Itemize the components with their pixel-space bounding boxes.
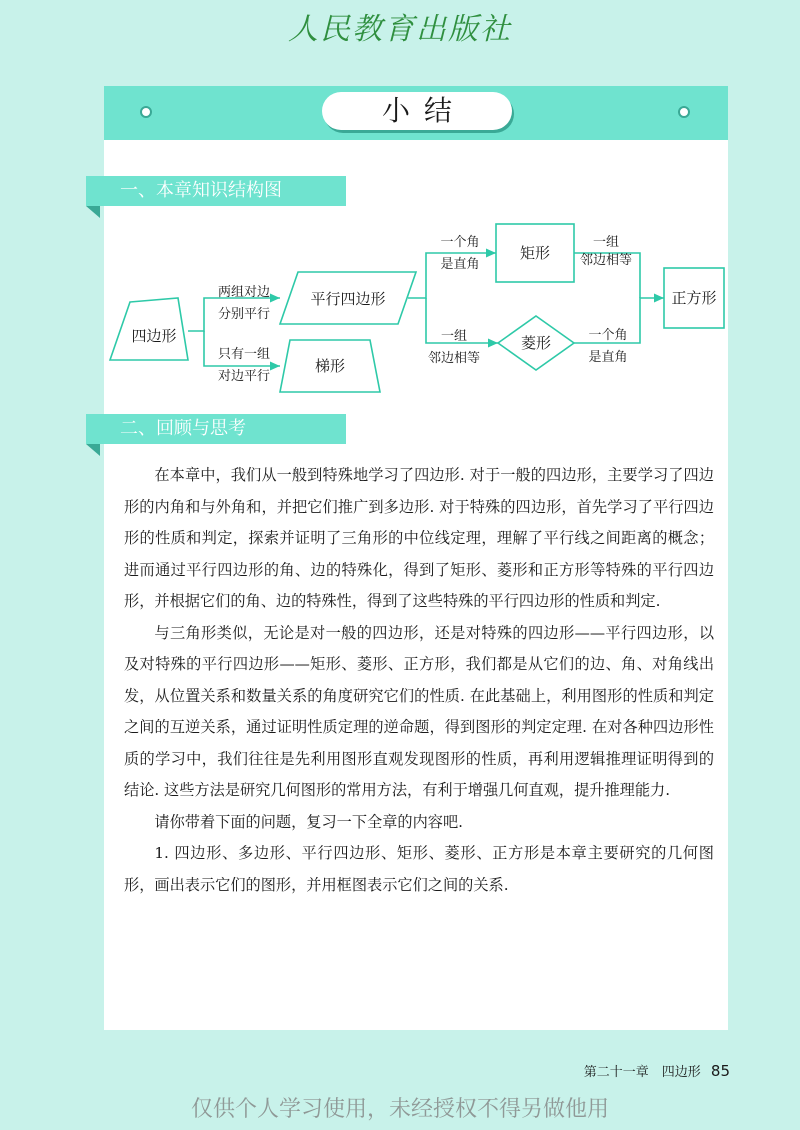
knowledge-structure-diagram: [104, 220, 728, 410]
edge-label-rect-square-2: 邻边相等: [579, 253, 633, 268]
edge-label-trapezoid-1: 只有一组: [217, 347, 271, 362]
node-rhombus-label: 菱形: [520, 334, 552, 352]
paragraph: 请你带着下面的问题，复习一下全章的内容吧.: [154, 812, 463, 831]
paragraph: 与三角形类似，无论是对一般的四边形，还是对特殊的四边形——平行四边形，以及对特殊的平行四边形——矩形、菱形、正方形，我们都是从它们的边、角、对角线出发，从位置关系和数量关系的角度研究它们的性质. 在此基础上，利用图形的性质和判定之间的互逆关系，通过证明性质定理的逆命题，得到图形的判定定理. 在对各种四边形性质的学习中，我们往往是先利用图形直观发现图形的性质，再利用逻辑推理证明得到的结论. 这些方法是研究几何图形的常用方法，有利于增强几何直观，提升推理能力.: [124, 623, 714, 799]
binder-hole-right: [678, 106, 690, 118]
edge-label-rhombus-square-1: 一个角: [588, 328, 628, 343]
review-text: [124, 460, 714, 901]
edge-label-parallel-2: 分别平行: [217, 307, 271, 322]
publisher-logo: 人民教育出版社: [288, 12, 512, 47]
edge-label-rhombus-1: 一组: [440, 329, 468, 344]
edge-label-rhombus-2: 邻边相等: [427, 351, 481, 366]
edge-label-rect-square-1: 一组: [592, 235, 620, 250]
edge-label-rectangle-1: 一个角: [440, 235, 480, 250]
chapter-title: 第二十一章 四边形: [583, 1065, 701, 1080]
node-trapezoid-label: 梯形: [314, 357, 346, 375]
watermark-notice: 仅供个人学习使用，未经授权不得另做他用: [190, 1097, 609, 1122]
node-quadrilateral-label: 四边形: [131, 327, 177, 345]
binder-hole-left: [140, 106, 152, 118]
paragraph: 在本章中，我们从一般到特殊地学习了四边形. 对于一般的四边形，主要学习了四边形的内角和与外角和，并把它们推广到多边形. 对于特殊的四边形，首先学习了平行四边形的性质和判定，探索并证明了三角形的中位线定理，理解了平行线之间距离的概念；进而通过平行四边形的角、边的特殊化，得到了矩形、菱形和正方形等特殊的平行四边形，并根据它们的角、边的特殊性，得到了这些特殊的平行四边形的性质和判定.: [124, 466, 714, 610]
heading-fold: [86, 444, 100, 456]
edge-label-rectangle-2: 是直角: [440, 257, 480, 272]
section-heading-structure-text: 一、本章知识结构图: [120, 180, 282, 201]
edge-label-parallel-1: 两组对边: [217, 285, 271, 300]
page-title: 小结: [322, 92, 512, 130]
section-heading-review-text: 二、回顾与思考: [120, 418, 246, 439]
edge-label-rhombus-square-2: 是直角: [588, 350, 628, 365]
node-square-label: 正方形: [671, 289, 717, 307]
edge-label-trapezoid-2: 对边平行: [217, 369, 271, 384]
section-heading-structure: [86, 176, 346, 206]
paragraph: 1. 四边形、多边形、平行四边形、矩形、菱形、正方形是本章主要研究的几何图形，画出表示它们的图形，并用框图表示它们之间的关系.: [124, 844, 714, 894]
heading-fold: [86, 206, 100, 218]
page-footer: [570, 1060, 730, 1082]
section-heading-review: [86, 414, 346, 444]
node-rectangle-label: 矩形: [519, 244, 551, 262]
node-parallelogram-label: 平行四边形: [310, 290, 386, 308]
page-number: 85: [710, 1062, 730, 1080]
